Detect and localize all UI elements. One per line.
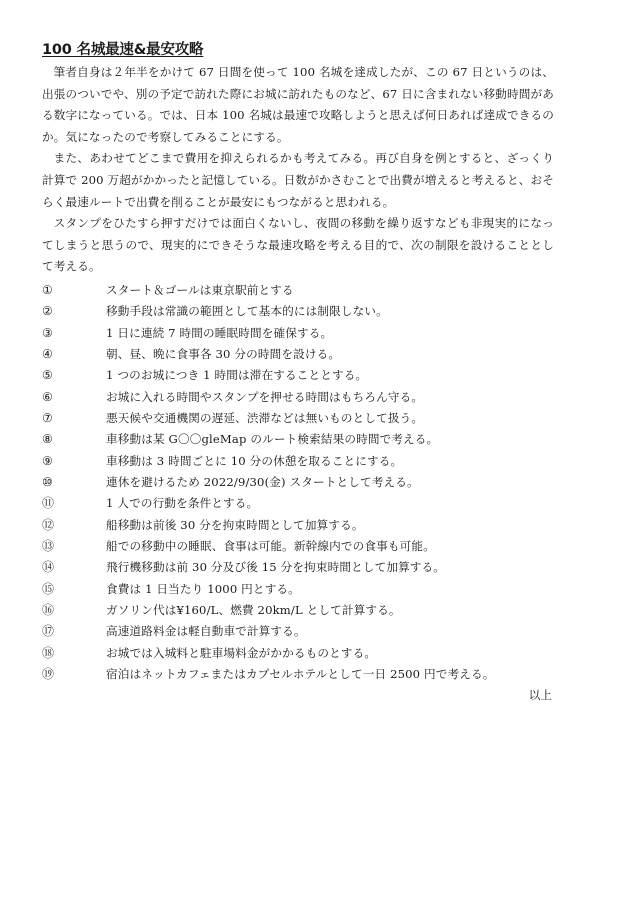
condition-number: ①: [42, 282, 53, 297]
condition-item: [42, 408, 554, 429]
condition-text: 悪天候や交通機関の遅延、渋滞などは無いものとして扱う。: [106, 411, 424, 425]
condition-item: [42, 643, 554, 664]
closing-text: 以上: [528, 688, 552, 703]
condition-text: 1 つのお城につき 1 時間は滞在することとする。: [106, 368, 368, 383]
condition-number: ⑭: [42, 560, 55, 575]
condition-item: [42, 472, 554, 493]
condition-item: [42, 451, 554, 472]
condition-number: ⑤: [42, 368, 53, 383]
condition-text: 車移動は 3 時間ごとに 10 分の休憩を取ることにする。: [106, 453, 403, 468]
condition-text: 朝、昼、晩に食事各 30 分の時間を設ける。: [106, 346, 341, 361]
condition-number: ⑦: [42, 411, 53, 425]
condition-item: [42, 557, 554, 578]
condition-item: [42, 387, 554, 408]
document-body: [42, 40, 554, 706]
condition-item: [42, 280, 554, 301]
intro-paragraph: 筆者自身は２年半をかけて 67 日間を使って 100 名城を達成したが、この 67 日というのは、出張のついでや、別の予定で訪れた際にお城に訪れたものなど、67 日に含まれない移動時間がある数字になっている。では、日本 100 名城は最速で攻略しようと思えば何日あれば達成できるのか。気になったので考察してみることにする。: [42, 65, 554, 144]
condition-item: [42, 600, 554, 621]
condition-text: お城に入れる時間やスタンプを押せる時間はもちろん守る。: [106, 389, 424, 404]
condition-item: [42, 536, 554, 557]
condition-number: ⑱: [42, 645, 55, 660]
condition-text: ガソリン代は¥160/L、燃費 20km/L として計算する。: [106, 603, 401, 618]
condition-number: ⑨: [42, 453, 53, 468]
condition-item: [42, 621, 554, 642]
condition-text: 1 日に連続 7 時間の睡眠時間を確保する。: [106, 325, 333, 340]
condition-item: [42, 323, 554, 344]
condition-item: [42, 515, 554, 536]
condition-text: 連休を避けるため 2022/9/30(金) スタートとして考える。: [106, 475, 419, 490]
condition-text: スタート＆ゴールは東京駅前とする: [106, 282, 294, 297]
condition-text: お城では入城料と駐車場料金がかかるものとする。: [106, 645, 377, 660]
condition-text: 車移動は某 G〇〇gleMap のルート検索結果の時間で考える。: [106, 432, 439, 447]
condition-number: ⑮: [42, 581, 55, 596]
condition-number: ④: [42, 346, 53, 361]
condition-text: 食費は 1 日当たり 1000 円とする。: [106, 581, 300, 596]
condition-number: ⑰: [42, 624, 55, 639]
document-title: 100 名城最速&最安攻略: [42, 42, 204, 58]
condition-number: ⑲: [42, 667, 55, 682]
condition-number: ③: [42, 325, 53, 340]
condition-number: ⑩: [42, 475, 53, 490]
condition-item: [42, 429, 554, 450]
condition-item: [42, 301, 554, 322]
condition-item: [42, 579, 554, 600]
condition-item: [42, 493, 554, 514]
condition-item: [42, 664, 554, 685]
condition-number: ⑯: [42, 603, 55, 618]
condition-number: ⑬: [42, 539, 55, 554]
condition-text: 船での移動中の睡眠、食事は可能。新幹線内での食事も可能。: [106, 539, 435, 554]
condition-number: ⑪: [42, 496, 55, 511]
condition-text: 飛行機移動は前 30 分及び後 15 分を拘束時間として加算する。: [106, 560, 446, 575]
conditions-list: [42, 280, 554, 686]
condition-item: [42, 344, 554, 365]
cost-paragraph: また、あわせてどこまで費用を抑えられるかも考えてみる。再び自身を例とすると、ざっくり計算で 200 万超がかかったと記憶している。日数がかさむことで出費が増えると考えると、おそらく最速ルートで出費を削ることが最安にもつながると思われる。: [42, 151, 554, 209]
condition-number: ⑧: [42, 432, 53, 447]
condition-number: ⑥: [42, 389, 53, 404]
condition-item: [42, 365, 554, 386]
condition-text: 船移動は前後 30 分を拘束時間として加算する。: [106, 517, 364, 532]
condition-text: 宿泊はネットカフェまたはカプセルホテルとして一日 2500 円で考える。: [106, 667, 495, 682]
condition-number: ②: [42, 304, 53, 319]
condition-text: 高速道路料金は軽自動車で計算する。: [106, 624, 306, 639]
conditions-intro-paragraph: スタンプをひたすら押すだけでは面白くないし、夜間の移動を繰り返すなども非現実的になってしまうと思うので、現実的にできそうな最速攻略を考える目的で、次の制限を設けることとして考える。: [42, 216, 554, 274]
condition-text: 移動手段は常識の範囲として基本的には制限しない。: [106, 304, 388, 319]
condition-number: ⑫: [42, 517, 55, 532]
condition-text: 1 人での行動を条件とする。: [106, 496, 259, 511]
